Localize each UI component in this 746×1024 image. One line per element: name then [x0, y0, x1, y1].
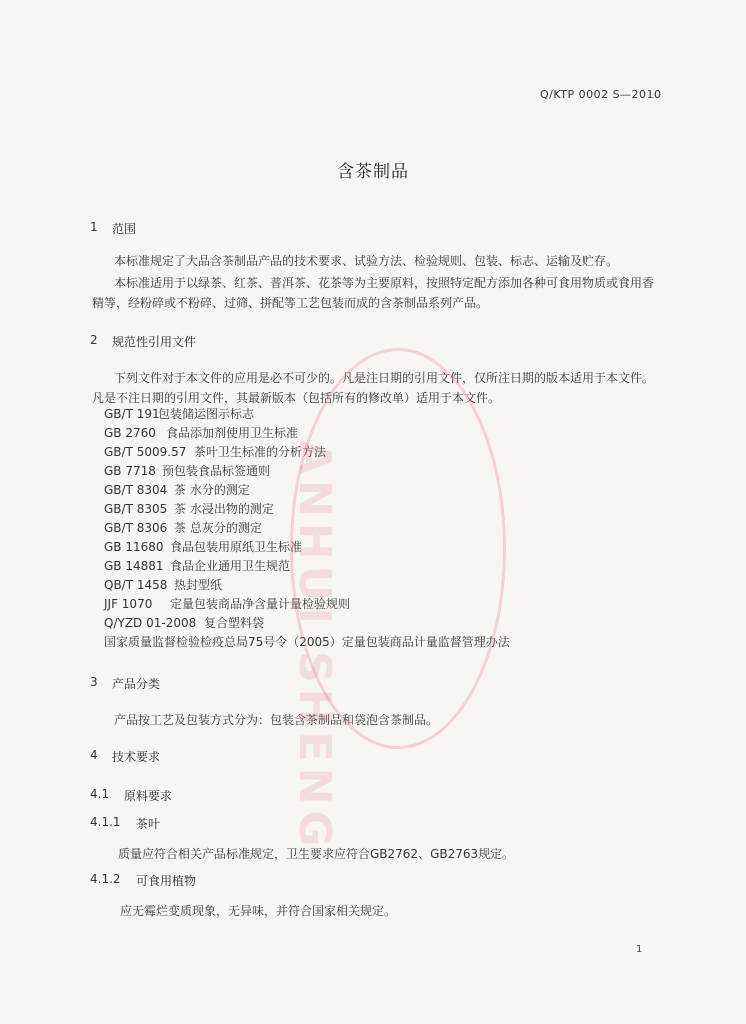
reference-name: 定量包装商品净含量计量检验规则 [170, 597, 351, 611]
reference-name: 食品企业通用卫生规范 [170, 559, 291, 573]
reference-name: 包装储运图示标志 [158, 407, 255, 421]
reference-item [104, 405, 510, 424]
page-title: 含茶制品 [337, 162, 409, 182]
section-3-number: 3 [90, 675, 98, 689]
section-1-paragraph-2: 本标准适用于以绿茶、红茶、普洱茶、花茶等为主要原料，按照特定配方添加各种可食用物质或食用香精等，经粉碎或不粉碎、过筛、拼配等工艺包装而成的含茶制品系列产品。 [92, 276, 655, 310]
section-2-number: 2 [90, 333, 98, 347]
reference-code: QB/T 1458 [104, 578, 168, 592]
reference-code: GB/T 8306 [104, 521, 168, 535]
reference-name: 食品包装用原纸卫生标准 [170, 540, 303, 554]
section-4-1-2-text: 应无霉烂变质现象，无异味，并符合国家相关规定。 [120, 904, 397, 918]
reference-code: GB/T 191 [104, 407, 160, 421]
reference-name: 茶叶卫生标准的分析方法 [194, 445, 327, 459]
reference-code: GB 14881 [104, 559, 164, 573]
section-4-1-title: 原料要求 [124, 789, 173, 803]
reference-name: 预包装食品标签通则 [162, 464, 271, 478]
section-2-title: 规范性引用文件 [112, 335, 197, 349]
reference-code: Q/YZD 01-2008 [104, 616, 197, 630]
section-1-paragraph-1: 本标准规定了大品含茶制品产品的技术要求、试验方法、检验规则、包装、标志、运输及贮存。 [114, 254, 619, 268]
section-2-intro: 下列文件对于本文件的应用是必不可少的。凡是注日期的引用文件，仅所注日期的版本适用于本文件。凡是不注日期的引用文件，其最新版本（包括所有的修改单）适用于本文件。 [92, 371, 655, 405]
stamp-text: ANHUI SHENG [289, 440, 340, 853]
section-4-1-1-number: 4.1.1 [90, 815, 121, 829]
section-4-1-2-title: 可食用植物 [136, 874, 197, 888]
reference-code: GB/T 8304 [104, 483, 168, 497]
reference-code: GB 2760 [104, 426, 156, 440]
section-3-text: 产品按工艺及包装方式分为：包装含茶制品和袋泡含茶制品。 [114, 713, 439, 727]
page-number: 1 [636, 944, 643, 955]
reference-name: 茶 总灰分的测定 [174, 521, 262, 535]
reference-name: 茶 水分的测定 [174, 483, 250, 497]
reference-name: 茶 水浸出物的测定 [174, 502, 274, 516]
reference-code: GB 7718 [104, 464, 156, 478]
section-4-1-1-text: 质量应符合相关产品标准规定，卫生要求应符合GB2762、GB2763规定。 [118, 847, 515, 861]
section-4-1-2-number: 4.1.2 [90, 872, 121, 886]
reference-name: 食品添加剂使用卫生标准 [166, 426, 299, 440]
section-1-number: 1 [90, 220, 98, 234]
reference-code: GB 11680 [104, 540, 164, 554]
section-3-title: 产品分类 [112, 677, 161, 691]
section-4-1-1-title: 茶叶 [136, 817, 161, 831]
reference-name: 热封型纸 [174, 578, 223, 592]
reference-name: 复合塑料袋 [204, 616, 265, 630]
section-1-title: 范围 [112, 222, 137, 236]
section-4-number: 4 [90, 748, 98, 762]
standard-code: Q/KTP 0002 S—2010 [540, 88, 662, 101]
reference-item-regulation: 国家质量监督检验检疫总局75号令（2005）定量包装商品计量监督管理办法 [104, 635, 510, 649]
section-4-title: 技术要求 [112, 750, 161, 764]
section-4-1-number: 4.1 [90, 787, 110, 801]
reference-code: GB/T 5009.57 [104, 445, 187, 459]
reference-code: JJF 1070 [104, 597, 153, 611]
reference-code: GB/T 8305 [104, 502, 168, 516]
